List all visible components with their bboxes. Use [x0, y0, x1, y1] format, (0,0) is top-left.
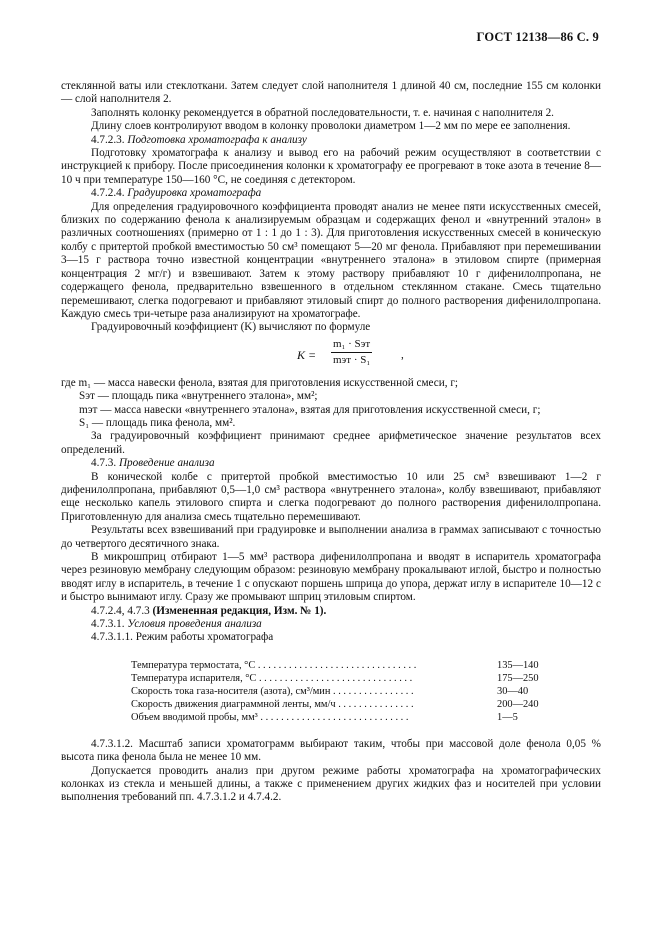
- paragraph: Заполнять колонку рекомендуется в обратной последовательности, т. е. начиная с наполнителя 2.: [91, 106, 554, 119]
- paragraph: Длину слоев контролируют вводом в колонку проволоки диаметром 1—2 мм по мере ее заполнения.: [91, 120, 571, 133]
- mode-value: 135—140: [497, 659, 539, 671]
- formula-denominator: mэт · S₁: [333, 353, 371, 366]
- paragraph: Для определения градуировочного коэффициента проводят анализ не менее пяти искусственных смесей, близких по содержанию фенола к анализируемым образцам и содержащих фенол и «внутренний эталон» в различных соотношениях (примерно от 1 : 1 до 1 : 3). Для приготовления искусственных смесей в коническую колбу с притертой пробкой вместимостью 50 см³ помещают 5—20 мг фенола. Прибавляют при перемешивании 3—15 г раствора точно известной концентрации «внутреннего эталона» в этиловом спирте (примерная концентрация 2 мг/г) и взвешивают. Затем к этому раствору прибавляют 10 г дифенилолпропана, не содержащего фенола, предварительно взвешенного в отдельном стеклянном стакане. Смесь тщательно перемешивают, слегка подогревают и прибавляют этиловый спирт до полного растворения дифенилолпропана. Каждую смесь три-четыре раза анализируют на хроматографе.: [61, 200, 601, 320]
- paragraph: Допускается проводить анализ при другом режиме работы хроматографа на хроматографических колонках из стекла и меньшей длины, а также с применением других жидких фаз и носителей при условии выполнения требований пп. 4.7.3.1.2 и 4.7.4.2.: [61, 764, 601, 804]
- section-heading-473: [61, 457, 601, 470]
- formula-fraction: [331, 337, 372, 368]
- section-title: Подготовка хроматографа к анализу: [127, 133, 307, 146]
- revision-text: (Измененная редакция, Изм. № 1).: [152, 604, 327, 617]
- mode-label: Объем вводимой пробы, мм³ . . . . . . . . . . . . . . . . . . . . . . . . . . . . .: [131, 711, 409, 723]
- paragraph: В конической колбе с притертой пробкой вместимостью 10 или 25 см³ взвешивают 1—2 г дифенилолпропана, прибавляют 0,5—1,0 см³ раствора «внутреннего эталона», колбу взвешивают, прибавляют еще несколько капель этилового спирта и слегка подогревают до полного растворения дифенилолпропана. Приготовленную для анализа смесь тщательно перемешивают.: [61, 470, 601, 523]
- formula-lhs: K =: [297, 347, 317, 362]
- paragraph: 4.7.3.1.2. Масштаб записи хроматограмм выбирают таким, чтобы при массовой доле фенола 0,05 % высота пика фенола была не менее 10 мм.: [61, 737, 601, 764]
- definition-s1: S₁ — площадь пика фенола, мм².: [79, 416, 236, 429]
- mode-row: [131, 698, 601, 711]
- mode-label: Скорость движения диаграммной ленты, мм/ч . . . . . . . . . . . . . . .: [131, 698, 414, 710]
- revision-sections: 4.7.2.4, 4.7.3: [91, 604, 150, 617]
- section-number: 4.7.2.3.: [91, 133, 125, 146]
- mode-label: Скорость тока газа-носителя (азота), см³/мин . . . . . . . . . . . . . . . .: [131, 685, 414, 697]
- mode-value: 1—5: [497, 711, 518, 723]
- section-heading-4723: [61, 134, 601, 147]
- section-heading-47311: 4.7.3.1.1. Режим работы хроматографа: [91, 631, 274, 644]
- paragraph: Результаты всех взвешиваний при градуировке и выполнении анализа в граммах записывают с точностью до четвертого десятичного знака.: [61, 524, 601, 550]
- section-heading-4724: [61, 187, 601, 200]
- variable-definitions: [61, 377, 601, 431]
- mode-value: 30—40: [497, 685, 529, 697]
- chromatograph-mode-table: [131, 659, 601, 724]
- mode-row: [131, 659, 601, 672]
- section-number: 4.7.3.1.: [91, 618, 125, 631]
- section-title: Проведение анализа: [118, 457, 215, 470]
- section-heading-4731: [61, 618, 601, 631]
- mode-value: 175—250: [497, 672, 539, 684]
- formula-numerator: m₁ · Sэт: [331, 337, 372, 353]
- formula-k: [61, 337, 601, 373]
- mode-value: 200—240: [497, 698, 539, 710]
- section-number: 4.7.2.4.: [91, 187, 125, 200]
- paragraph: Градуировочный коэффициент (K) вычисляют по формуле: [91, 321, 371, 334]
- mode-row: [131, 685, 601, 698]
- definition-m1: где m₁ — масса навески фенола, взятая для приготовления искусственной смеси, г;: [61, 376, 459, 389]
- paragraph: стеклянной ваты или стеклоткани. Затем следует слой наполнителя 1 длиной 40 см, последние 155 см колонки — слой наполнителя 2.: [61, 80, 601, 106]
- definition-set: Sэт — площадь пика «внутреннего эталона», мм²;: [79, 390, 318, 403]
- paragraph: В микрошприц отбирают 1—5 мм³ раствора дифенилолпропана и вводят в испаритель хроматографа через резиновую мембрану следующим образом: резиновую мембрану прокалывают иглой, быстро и полностью вводят иглу в испаритель, в течение 1 с опускают поршень шприца до упора, держат иглу в испарителе 10—12 с и быстро вынимают иглу. Сразу же промывают шприц этиловым спиртом.: [61, 551, 601, 604]
- section-number: 4.7.3.: [91, 457, 117, 470]
- page-header: ГОСТ 12138—86 С. 9: [476, 30, 599, 44]
- definition-met: mэт — масса навески «внутреннего эталона», взятая для приготовления искусственной смеси, г;: [79, 403, 541, 416]
- paragraph: За градуировочный коэффициент принимают среднее арифметическое значение результатов всех определений.: [61, 430, 601, 456]
- mode-row: [131, 711, 601, 724]
- mode-row: [131, 672, 601, 685]
- revision-note: [61, 605, 601, 618]
- mode-label: Температура испарителя, °С . . . . . . . . . . . . . . . . . . . . . . . . . . . . . .: [131, 672, 413, 684]
- formula-comma: ,: [401, 348, 404, 361]
- mode-label: Температура термостата, °С . . . . . . . . . . . . . . . . . . . . . . . . . . . . . . .: [131, 659, 417, 671]
- paragraph: Подготовку хроматографа к анализу и вывод его на рабочий режим осуществляют в соответствии с инструкцией к прибору. После присоединения колонки к хроматографу ее прогревают в токе азота в течение 8—10 ч при температуре 150—160 °С, не соединяя с детектором.: [61, 147, 601, 186]
- section-title: Градуировка хроматографа: [127, 187, 262, 200]
- section-title: Условия проведения анализа: [127, 618, 262, 631]
- document-body: [61, 80, 601, 805]
